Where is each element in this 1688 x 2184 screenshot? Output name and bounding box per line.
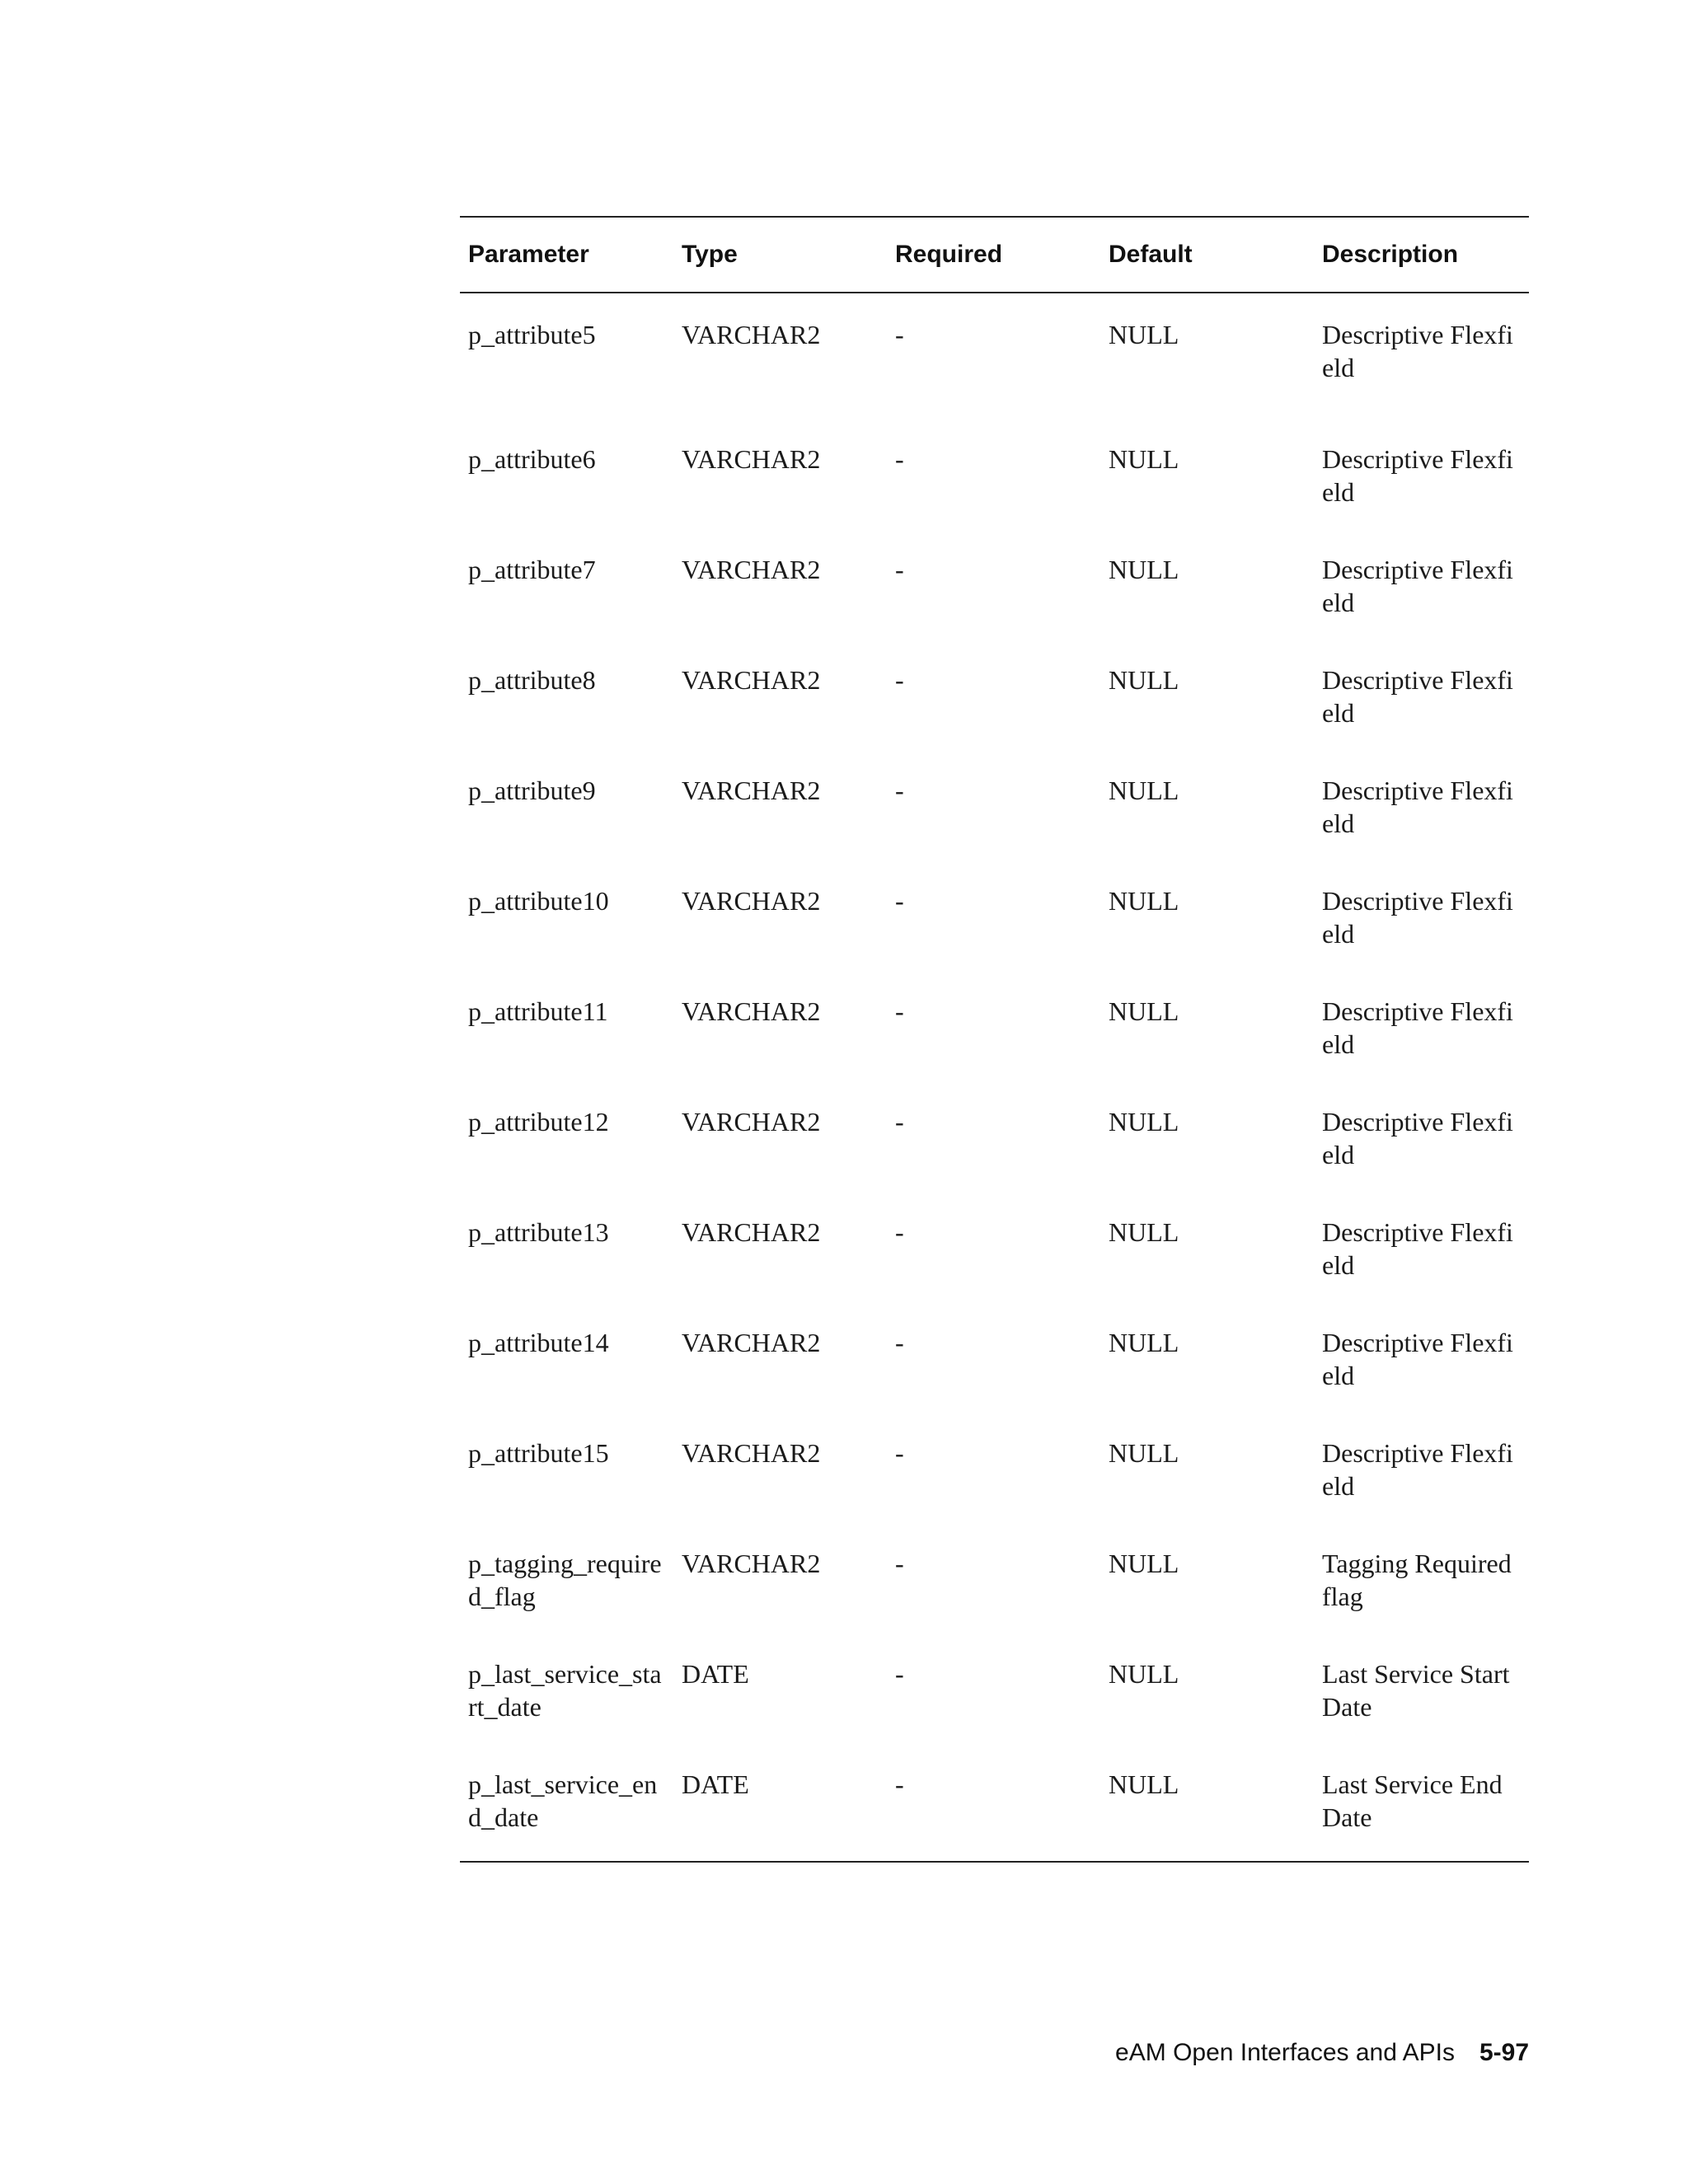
- cell-type: VARCHAR2: [682, 444, 821, 474]
- cell-required: -: [895, 1328, 904, 1357]
- cell-parameter: p_last_service_end_date: [468, 1769, 658, 1832]
- cell-type: VARCHAR2: [682, 1107, 821, 1137]
- cell-required: -: [895, 665, 904, 695]
- cell-default: NULL: [1109, 1328, 1179, 1357]
- cell-default: NULL: [1109, 1217, 1179, 1247]
- cell-default: NULL: [1109, 1549, 1179, 1578]
- table-header: [460, 217, 1529, 293]
- cell-default: NULL: [1109, 776, 1179, 805]
- cell-default: NULL: [1109, 1107, 1179, 1137]
- cell-parameter: p_attribute13: [468, 1217, 609, 1247]
- table-row: [460, 426, 1529, 537]
- cell-description: Descriptive Flexfield: [1322, 320, 1513, 382]
- cell-required: -: [895, 320, 904, 349]
- cell-parameter: p_attribute5: [468, 320, 596, 349]
- parameter-table-container: [460, 216, 1529, 1863]
- header-parameter: Parameter: [468, 241, 589, 268]
- cell-description: Descriptive Flexfield: [1322, 1438, 1513, 1501]
- cell-parameter: p_attribute12: [468, 1107, 609, 1137]
- cell-required: -: [895, 1659, 904, 1689]
- cell-default: NULL: [1109, 555, 1179, 584]
- cell-required: -: [895, 1769, 904, 1799]
- cell-default: NULL: [1109, 444, 1179, 474]
- cell-default: NULL: [1109, 996, 1179, 1026]
- cell-required: -: [895, 555, 904, 584]
- cell-description: Descriptive Flexfield: [1322, 996, 1513, 1059]
- cell-type: VARCHAR2: [682, 1217, 821, 1247]
- table-row: [460, 647, 1529, 757]
- cell-default: NULL: [1109, 1769, 1179, 1799]
- cell-default: NULL: [1109, 320, 1179, 349]
- cell-required: -: [895, 1438, 904, 1468]
- table-row: [460, 1641, 1529, 1751]
- cell-type: VARCHAR2: [682, 555, 821, 584]
- cell-description: Tagging Required flag: [1322, 1549, 1512, 1611]
- cell-parameter: p_last_service_start_date: [468, 1659, 662, 1722]
- cell-description: Descriptive Flexfield: [1322, 886, 1513, 949]
- cell-parameter: p_attribute7: [468, 555, 596, 584]
- cell-type: DATE: [682, 1659, 749, 1689]
- table-row: [460, 757, 1529, 868]
- table-body: [460, 293, 1529, 1862]
- header-required: Required: [895, 241, 1003, 268]
- cell-required: -: [895, 444, 904, 474]
- cell-parameter: p_attribute8: [468, 665, 596, 695]
- table-row: [460, 537, 1529, 647]
- cell-type: VARCHAR2: [682, 320, 821, 349]
- table-row: [460, 293, 1529, 426]
- cell-parameter: p_attribute6: [468, 444, 596, 474]
- cell-required: -: [895, 996, 904, 1026]
- cell-parameter: p_attribute9: [468, 776, 596, 805]
- cell-description: Last Service Start Date: [1322, 1659, 1510, 1722]
- table-row: [460, 1530, 1529, 1641]
- cell-required: -: [895, 1549, 904, 1578]
- cell-description: Descriptive Flexfield: [1322, 776, 1513, 838]
- table-row: [460, 1420, 1529, 1530]
- cell-parameter: p_attribute10: [468, 886, 609, 916]
- cell-type: DATE: [682, 1769, 749, 1799]
- cell-type: VARCHAR2: [682, 776, 821, 805]
- cell-type: VARCHAR2: [682, 665, 821, 695]
- cell-description: Descriptive Flexfield: [1322, 444, 1513, 507]
- cell-default: NULL: [1109, 665, 1179, 695]
- cell-description: Descriptive Flexfield: [1322, 1328, 1513, 1390]
- table-row: [460, 868, 1529, 978]
- cell-type: VARCHAR2: [682, 996, 821, 1026]
- parameter-table: [460, 216, 1529, 1863]
- cell-type: VARCHAR2: [682, 1438, 821, 1468]
- cell-parameter: p_attribute11: [468, 996, 608, 1026]
- cell-required: -: [895, 886, 904, 916]
- cell-required: -: [895, 776, 904, 805]
- cell-description: Descriptive Flexfield: [1322, 1107, 1513, 1169]
- header-row: [460, 217, 1529, 293]
- cell-description: Descriptive Flexfield: [1322, 555, 1513, 617]
- footer-title: eAM Open Interfaces and APIs: [1115, 2039, 1455, 2066]
- cell-type: VARCHAR2: [682, 886, 821, 916]
- header-type: Type: [682, 241, 738, 268]
- cell-parameter: p_attribute14: [468, 1328, 609, 1357]
- table-row: [460, 1751, 1529, 1862]
- table-row: [460, 978, 1529, 1089]
- table-row: [460, 1310, 1529, 1420]
- cell-default: NULL: [1109, 1659, 1179, 1689]
- table-row: [460, 1199, 1529, 1310]
- cell-description: Descriptive Flexfield: [1322, 665, 1513, 728]
- cell-default: NULL: [1109, 886, 1179, 916]
- page-number: 5-97: [1479, 2039, 1529, 2066]
- cell-parameter: p_attribute15: [468, 1438, 609, 1468]
- page-footer: [1115, 2039, 1529, 2067]
- cell-description: Last Service End Date: [1322, 1769, 1503, 1832]
- table-row: [460, 1089, 1529, 1199]
- cell-required: -: [895, 1217, 904, 1247]
- cell-type: VARCHAR2: [682, 1328, 821, 1357]
- cell-type: VARCHAR2: [682, 1549, 821, 1578]
- header-description: Description: [1322, 241, 1459, 268]
- cell-parameter: p_tagging_required_flag: [468, 1549, 662, 1611]
- cell-description: Descriptive Flexfield: [1322, 1217, 1513, 1280]
- cell-default: NULL: [1109, 1438, 1179, 1468]
- header-default: Default: [1109, 241, 1193, 268]
- cell-required: -: [895, 1107, 904, 1137]
